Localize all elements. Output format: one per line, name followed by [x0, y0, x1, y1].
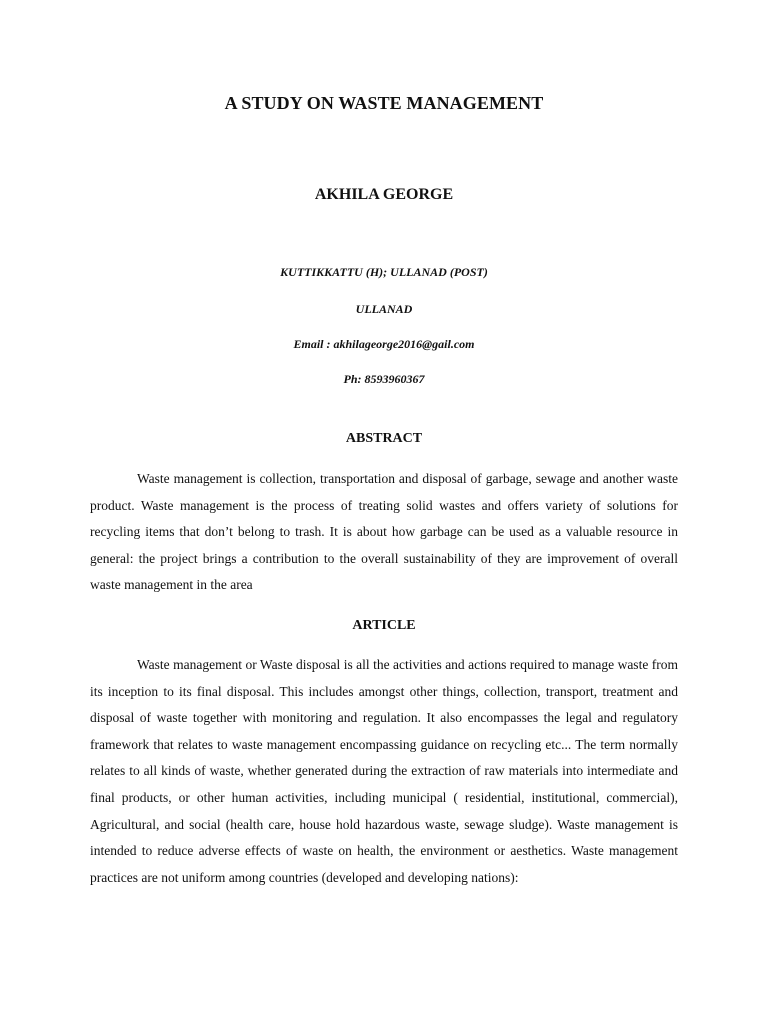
abstract-paragraph: Waste management is collection, transportation and disposal of garbage, sewage and another waste product. Waste management is the process of treating solid wastes and offers variety of solutions for recycling items that don’t belong to trash. It is about how garbage can be used as a valuable resource in general: the project brings a contribution to the overall sustainability of they are improvement of overall waste management in the area [90, 471, 678, 593]
address-line-2: ULLANAD [355, 302, 413, 316]
address-line-1: KUTTIKKATTU (H); ULLANAD (POST) [280, 265, 488, 279]
article-paragraph: Waste management or Waste disposal is all the activities and actions required to manage waste from its inception to its final disposal. This includes amongst other things, collection, transport, treatment and disposal of waste together with monitoring and regulation. It also encompasses the legal and regulatory framework that relates to waste management encompassing guidance on recycling etc... The term normally relates to all kinds of waste, whether generated during the extraction of raw materials into intermediate and final products, or other human activities, including municipal ( residential, institutional, commercial), Agricultural, and social (health care, house hold hazardous waste, sewage sludge). Waste management is intended to reduce adverse effects of waste on health, the environment or aesthetics. Waste management practices are not uniform among countries (developed and developing nations): [90, 657, 678, 885]
document-title: A STUDY ON WASTE MANAGEMENT [224, 93, 544, 113]
email-line: Email : akhilageorge2016@gail.com [293, 337, 475, 351]
abstract-heading: ABSTRACT [345, 431, 423, 446]
author-name: AKHILA GEORGE [314, 186, 454, 203]
phone-line: Ph: 8593960367 [343, 372, 425, 386]
article-heading: ARTICLE [352, 618, 416, 633]
